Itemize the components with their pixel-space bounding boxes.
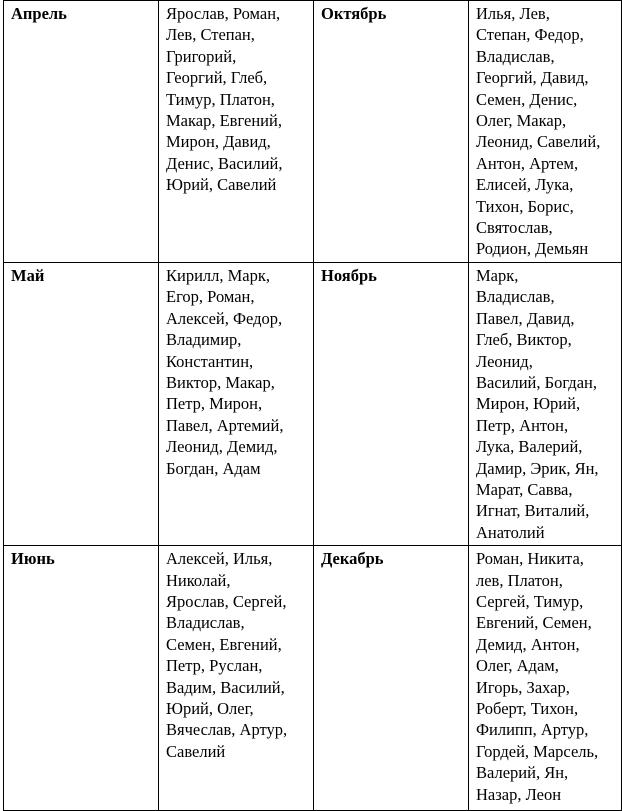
table-row (4, 262, 622, 545)
month-december: Декабрь (314, 546, 469, 811)
month-june: Июнь (4, 546, 159, 811)
month-may: Май (4, 262, 159, 545)
names-by-month-table (3, 0, 622, 811)
month-april: Апрель (4, 1, 159, 263)
month-october: Октябрь (314, 1, 469, 263)
names-november: Марк, Владислав, Павел, Давид, Глеб, Виктор, Леонид, Василий, Богдан, Мирон, Юрий, Петр, Антон, Лука, Валерий, Дамир, Эрик, Ян, Марат, Савва, Игнат, Виталий, Анатолий (469, 262, 622, 545)
table-row (4, 1, 622, 263)
table-row (4, 546, 622, 811)
names-april: Ярослав, Роман, Лев, Степан, Григорий, Георгий, Глеб, Тимур, Платон, Макар, Евгений, Мирон, Давид, Денис, Василий, Юрий, Савелий (159, 1, 314, 263)
names-may: Кирилл, Марк, Егор, Роман, Алексей, Федор, Владимир, Константин, Виктор, Макар, Петр, Мирон, Павел, Артемий, Леонид, Демид, Богдан, Адам (159, 262, 314, 545)
names-december: Роман, Никита, лев, Платон, Сергей, Тимур, Евгений, Семен, Демид, Антон, Олег, Адам, Игорь, Захар, Роберт, Тихон, Филипп, Артур, Гордей, Марсель, Валерий, Ян, Назар, Леон (469, 546, 622, 811)
month-november: Ноябрь (314, 262, 469, 545)
names-october: Илья, Лев, Степан, Федор, Владислав, Георгий, Давид, Семен, Денис, Олег, Макар, Леонид, Савелий, Антон, Артем, Елисей, Лука, Тихон, Борис, Святослав, Родион, Демьян (469, 1, 622, 263)
names-june: Алексей, Илья, Николай, Ярослав, Сергей, Владислав, Семен, Евгений, Петр, Руслан, Вадим, Василий, Юрий, Олег, Вячеслав, Артур, Савелий (159, 546, 314, 811)
